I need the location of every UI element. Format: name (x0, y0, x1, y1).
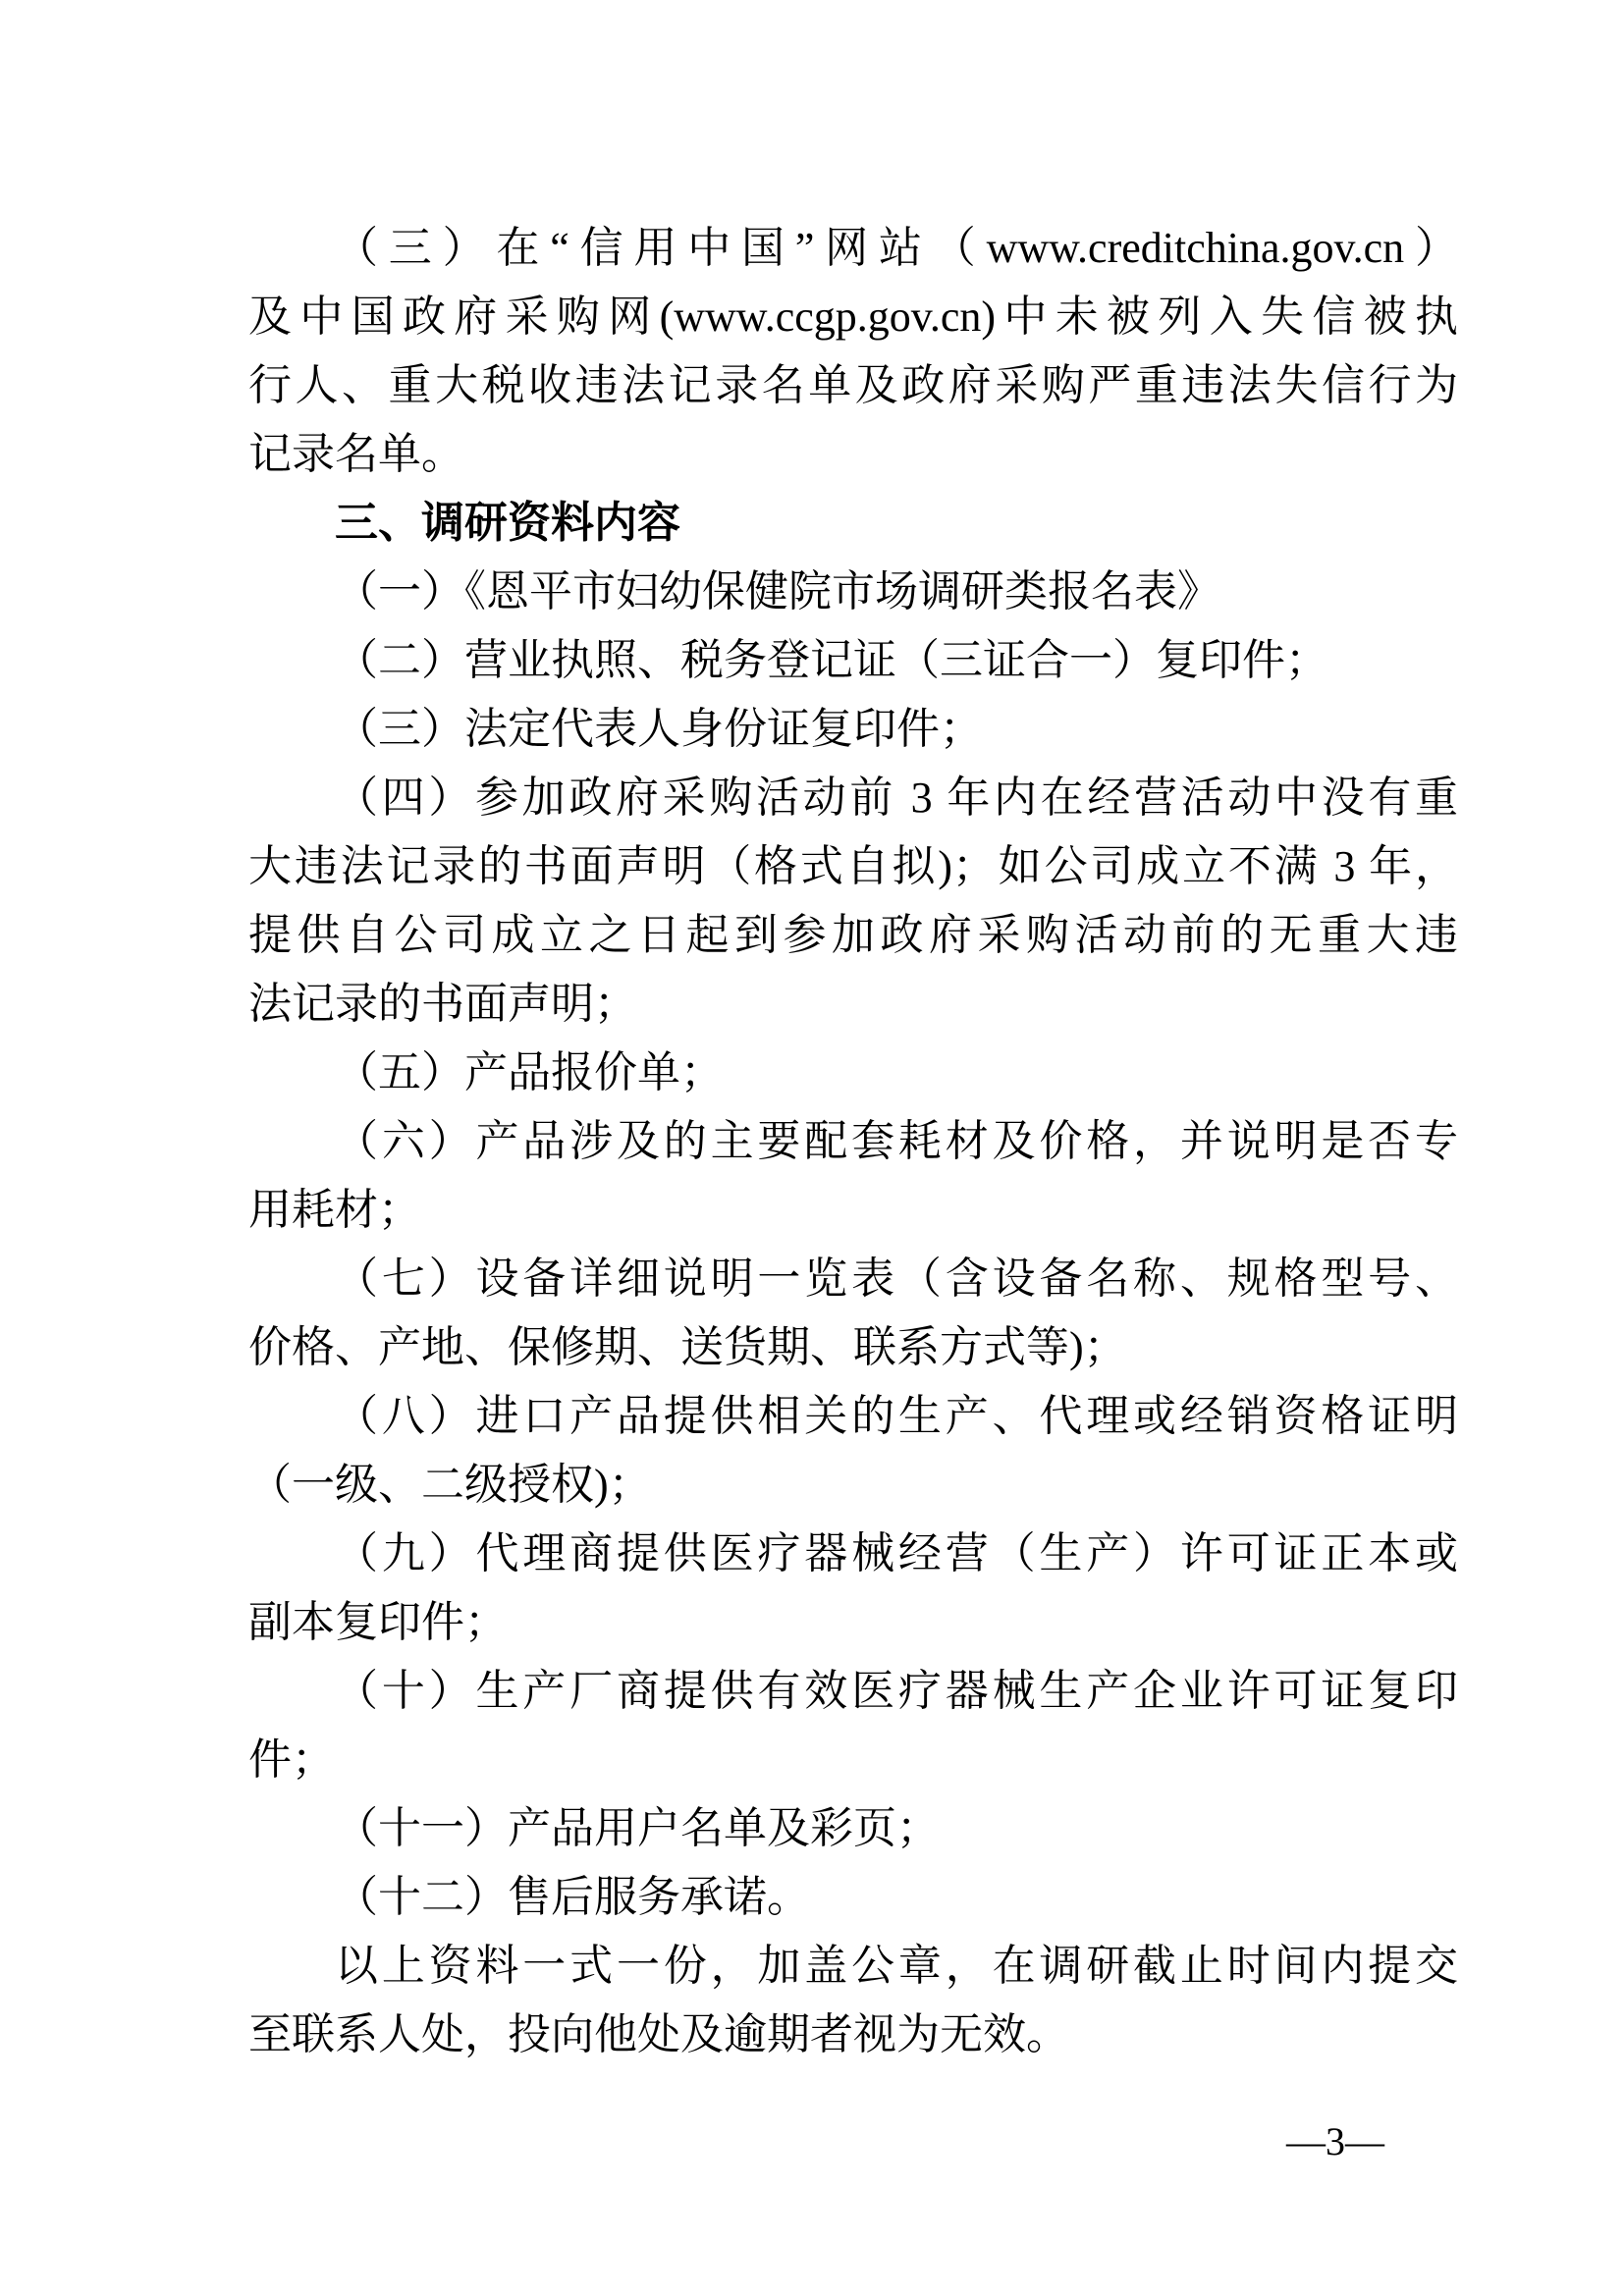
text-line: （五）产品报价单； (335, 1048, 724, 1096)
text-line: 价格、产地、保修期、送货期、联系方式等)； (248, 1323, 1127, 1371)
text-line: （十二）售后服务承诺。 (335, 1873, 810, 1921)
text-line: 提供自公司成立之日起到参加政府采购活动前的无重大违 (248, 911, 1458, 959)
text-line: 用耗材； (248, 1186, 421, 1234)
text-line: （十）生产厂商提供有效医疗器械生产企业许可证复印 (335, 1667, 1458, 1715)
text-line: 件； (248, 1735, 335, 1784)
text-line: （一）《恩平市妇幼保健院市场调研类报名表》 (335, 567, 1220, 615)
text-line: 及中国政府采购网(www.ccgp.gov.cn)中未被列入失信被执 (248, 293, 1458, 341)
text-line: （三）法定代表人身份证复印件； (335, 705, 983, 753)
text-line: 以上资料一式一份，加盖公章，在调研截止时间内提交 (335, 1942, 1458, 1990)
document-body (248, 214, 1458, 2069)
text-line: （九）代理商提供医疗器械经营（生产）许可证正本或 (335, 1529, 1458, 1577)
text-line: （六）产品涉及的主要配套耗材及价格，并说明是否专 (335, 1117, 1458, 1165)
text-line: （七）设备详细说明一览表（含设备名称、规格型号、 (335, 1255, 1458, 1303)
text-line: 行人、重大税收违法记录名单及政府采购严重违法失信行为 (248, 361, 1458, 409)
text-line: （八）进口产品提供相关的生产、代理或经销资格证明 (335, 1392, 1458, 1440)
text-line: 大违法记录的书面声明（格式自拟)；如公司成立不满 3 年， (248, 842, 1458, 890)
text-line: 副本复印件； (248, 1598, 508, 1646)
text-line: （二）营业执照、税务登记证（三证合一）复印件； (335, 636, 1328, 684)
text-line: （三）在“信用中国”网站（www.creditchina.gov.cn） (335, 224, 1458, 272)
page-number: —3— (1286, 2119, 1384, 2163)
text-line: （四）参加政府采购活动前 3 年内在经营活动中没有重 (335, 774, 1458, 822)
text-line: 三、调研资料内容 (335, 499, 680, 547)
text-line: 记录名单。 (248, 430, 464, 478)
text-line: 至联系人处，投向他处及逾期者视为无效。 (248, 2010, 1069, 2058)
text-line: （一级、二级授权)； (248, 1461, 652, 1509)
text-line: 法记录的书面声明； (248, 980, 637, 1028)
text-line: （十一）产品用户名单及彩页； (335, 1804, 940, 1852)
